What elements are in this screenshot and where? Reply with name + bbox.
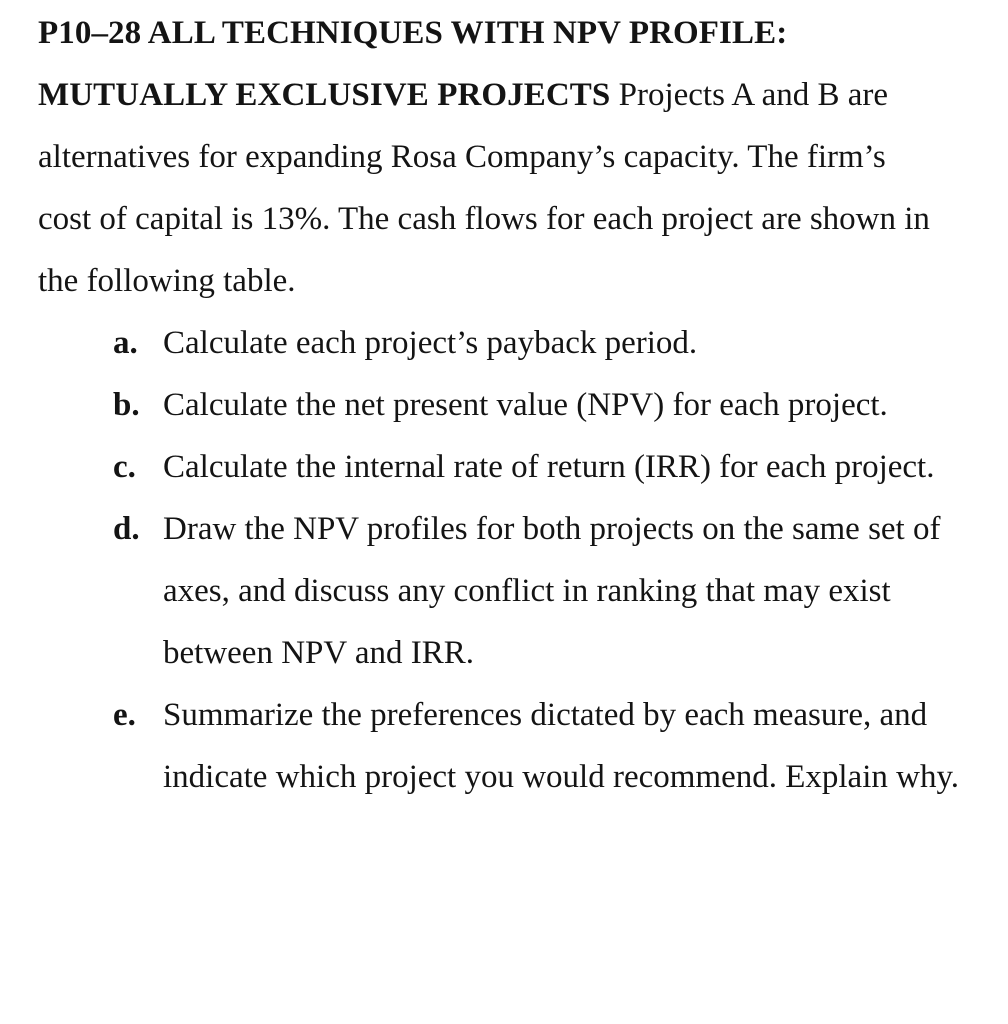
problem-page bbox=[38, 0, 998, 808]
part-e-letter: e. bbox=[113, 697, 136, 733]
part-e bbox=[38, 684, 963, 808]
part-d-letter: d. bbox=[113, 511, 140, 547]
part-b bbox=[38, 374, 963, 436]
part-a-letter: a. bbox=[113, 325, 138, 361]
part-d bbox=[38, 498, 963, 684]
part-e-text: Summarize the preferences dictated by each measure, and indicate which project you would recommend. Explain why. bbox=[163, 697, 960, 795]
part-d-text: Draw the NPV profiles for both projects on the same set of axes, and discuss any conflict in ranking that may exist between NPV and IRR. bbox=[163, 511, 941, 671]
part-c-text: Calculate the internal rate of return (IRR) for each project. bbox=[163, 449, 935, 485]
part-c bbox=[38, 436, 963, 498]
question-parts bbox=[38, 312, 998, 808]
part-b-text: Calculate the net present value (NPV) for each project. bbox=[163, 387, 888, 423]
part-a bbox=[38, 312, 963, 374]
part-b-letter: b. bbox=[113, 387, 140, 423]
part-a-text: Calculate each project’s payback period. bbox=[163, 325, 698, 361]
problem-statement bbox=[38, 0, 938, 312]
problem-heading: P10–28 ALL TECHNIQUES WITH NPV PROFILE: MUTUALLY EXCLUSIVE PROJECTS bbox=[38, 15, 788, 113]
part-c-letter: c. bbox=[113, 449, 136, 485]
problem-intro: Projects A and B are alternatives for expanding Rosa Company’s capacity. The firm’s cost of capital is 13%. The cash flows for each project are shown in the following table. bbox=[38, 77, 930, 299]
